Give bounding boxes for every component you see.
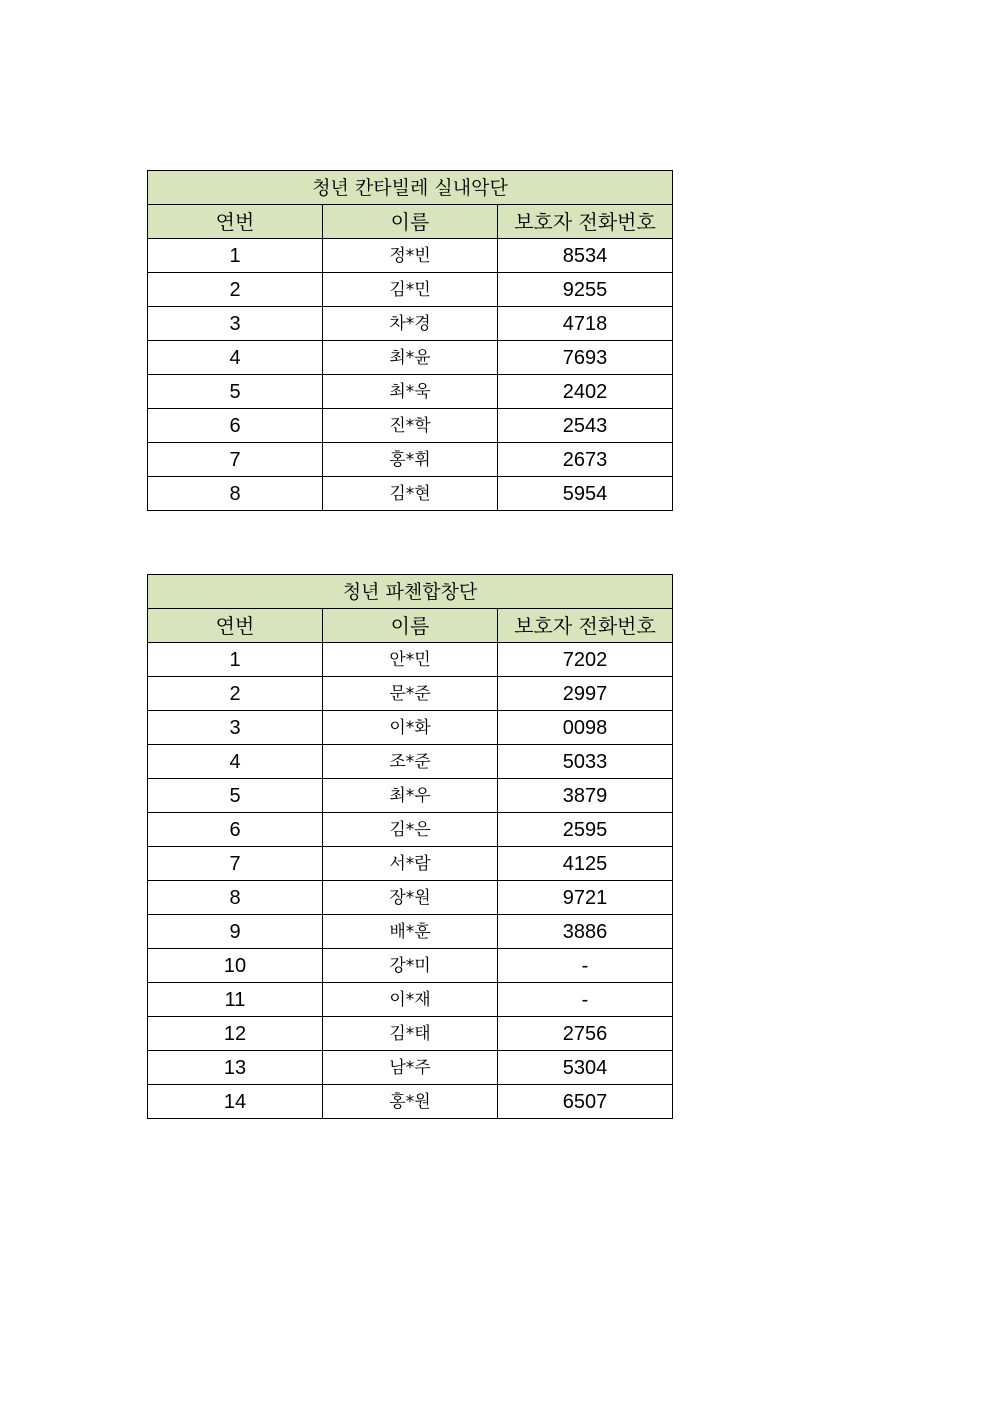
table-row: [148, 711, 673, 745]
cell-name: 김*현: [323, 477, 498, 511]
table-row: [148, 341, 673, 375]
cell-phone: 6507: [498, 1085, 673, 1119]
cell-no: 11: [148, 983, 323, 1017]
cell-phone: 3886: [498, 915, 673, 949]
table-row: [148, 949, 673, 983]
cell-phone: -: [498, 949, 673, 983]
cell-no: 7: [148, 847, 323, 881]
table-row: [148, 1051, 673, 1085]
column-header-phone: 보호자 전화번호: [498, 609, 673, 643]
cell-no: 4: [148, 341, 323, 375]
cell-phone: 2543: [498, 409, 673, 443]
cell-phone: 7693: [498, 341, 673, 375]
cell-no: 8: [148, 477, 323, 511]
table-row: [148, 409, 673, 443]
table-row: [148, 847, 673, 881]
cell-name: 서*람: [323, 847, 498, 881]
table-row: [148, 273, 673, 307]
cell-phone: -: [498, 983, 673, 1017]
cell-phone: 4125: [498, 847, 673, 881]
cell-no: 3: [148, 711, 323, 745]
cell-name: 최*욱: [323, 375, 498, 409]
cell-name: 최*우: [323, 779, 498, 813]
table-row: [148, 239, 673, 273]
cell-name: 차*경: [323, 307, 498, 341]
cell-name: 이*화: [323, 711, 498, 745]
cell-phone: 2997: [498, 677, 673, 711]
cell-name: 조*준: [323, 745, 498, 779]
cell-no: 14: [148, 1085, 323, 1119]
cell-name: 홍*원: [323, 1085, 498, 1119]
table-row: [148, 443, 673, 477]
cell-no: 2: [148, 677, 323, 711]
cell-phone: 9721: [498, 881, 673, 915]
cell-no: 8: [148, 881, 323, 915]
cell-name: 진*학: [323, 409, 498, 443]
table-title: 청년 칸타빌레 실내악단: [148, 171, 673, 205]
cell-name: 강*미: [323, 949, 498, 983]
cell-no: 1: [148, 643, 323, 677]
cell-phone: 2402: [498, 375, 673, 409]
cell-phone: 9255: [498, 273, 673, 307]
table-row: [148, 813, 673, 847]
cell-phone: 0098: [498, 711, 673, 745]
column-header-name: 이름: [323, 205, 498, 239]
table-title-row: [148, 171, 673, 205]
table-row: [148, 1017, 673, 1051]
cell-no: 13: [148, 1051, 323, 1085]
table-row: [148, 983, 673, 1017]
cell-name: 홍*휘: [323, 443, 498, 477]
table-title: 청년 파첸합창단: [148, 575, 673, 609]
cell-no: 4: [148, 745, 323, 779]
table-title-row: [148, 575, 673, 609]
table-row: [148, 1085, 673, 1119]
table-row: [148, 745, 673, 779]
cell-no: 5: [148, 375, 323, 409]
cell-name: 김*은: [323, 813, 498, 847]
cell-no: 12: [148, 1017, 323, 1051]
table-row: [148, 477, 673, 511]
cell-name: 김*민: [323, 273, 498, 307]
cell-name: 문*준: [323, 677, 498, 711]
cell-name: 배*훈: [323, 915, 498, 949]
cell-phone: 5033: [498, 745, 673, 779]
column-header-no: 연번: [148, 205, 323, 239]
cell-no: 6: [148, 813, 323, 847]
cell-phone: 2595: [498, 813, 673, 847]
cell-name: 장*원: [323, 881, 498, 915]
cell-no: 2: [148, 273, 323, 307]
cell-name: 최*윤: [323, 341, 498, 375]
cell-no: 6: [148, 409, 323, 443]
cell-no: 3: [148, 307, 323, 341]
table-row: [148, 677, 673, 711]
cell-no: 1: [148, 239, 323, 273]
cell-no: 9: [148, 915, 323, 949]
cell-name: 김*태: [323, 1017, 498, 1051]
table-row: [148, 881, 673, 915]
table-row: [148, 779, 673, 813]
cell-no: 7: [148, 443, 323, 477]
column-header-name: 이름: [323, 609, 498, 643]
cell-name: 남*주: [323, 1051, 498, 1085]
column-header-row: [148, 205, 673, 239]
table-row: [148, 915, 673, 949]
cell-no: 10: [148, 949, 323, 983]
cell-phone: 4718: [498, 307, 673, 341]
cell-phone: 5954: [498, 477, 673, 511]
cell-phone: 2673: [498, 443, 673, 477]
cell-name: 정*빈: [323, 239, 498, 273]
cell-phone: 5304: [498, 1051, 673, 1085]
roster-table-cantabile: [147, 170, 673, 511]
cell-no: 5: [148, 779, 323, 813]
roster-table-choir: [147, 574, 673, 1119]
table-row: [148, 643, 673, 677]
column-header-no: 연번: [148, 609, 323, 643]
cell-phone: 8534: [498, 239, 673, 273]
column-header-row: [148, 609, 673, 643]
column-header-phone: 보호자 전화번호: [498, 205, 673, 239]
cell-phone: 3879: [498, 779, 673, 813]
cell-name: 이*재: [323, 983, 498, 1017]
cell-phone: 7202: [498, 643, 673, 677]
cell-phone: 2756: [498, 1017, 673, 1051]
cell-name: 안*민: [323, 643, 498, 677]
table-row: [148, 375, 673, 409]
table-row: [148, 307, 673, 341]
